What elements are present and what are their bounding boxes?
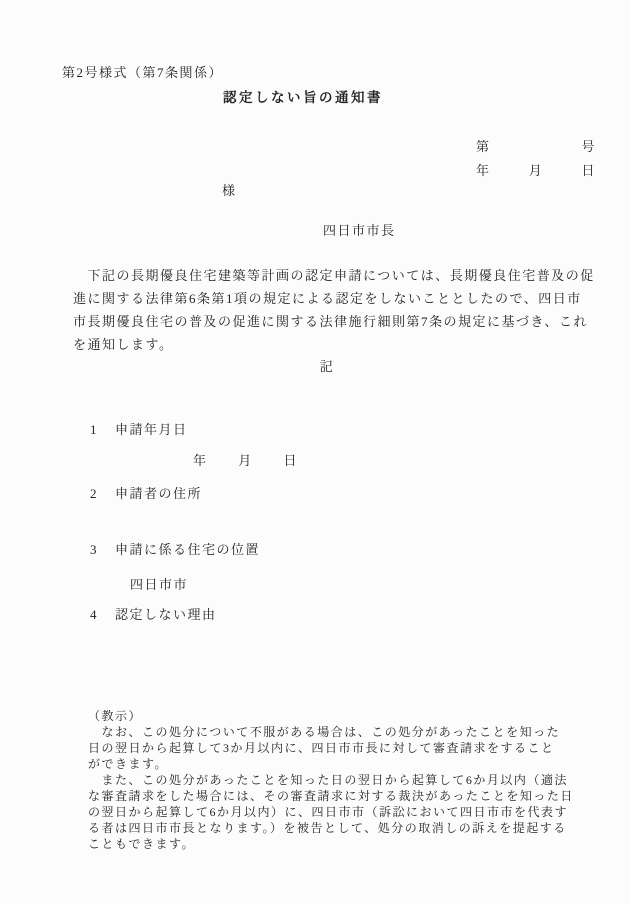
item-label: 申請年月日 (115, 422, 188, 437)
body-paragraph (73, 264, 603, 356)
application-date-day-label: 日 (283, 453, 298, 468)
issue-date-year-label: 年 (476, 163, 491, 178)
appeal-notice-label: （教示） (88, 709, 143, 723)
sender-name: 四日市市長 (323, 223, 396, 238)
appeal-notice-block (88, 708, 588, 852)
appeal-notice-line: ができます。 (88, 757, 169, 771)
issue-date-day-label: 日 (581, 163, 596, 178)
document-number-line (476, 136, 596, 155)
list-item-applicant-address (90, 487, 202, 501)
document-number-suffix: 号 (581, 139, 596, 154)
appeal-notice-line: る者は四日市市長となります。）を被告として、処分の取消しの訴えを提起する (88, 821, 567, 835)
addressee-suffix: 様 (222, 183, 237, 198)
appeal-notice-line: な審査請求をした場合には、その審査請求に対する裁決があったことを知った日 (88, 789, 574, 803)
application-date-fields (193, 454, 298, 468)
body-line: 下記の長期優良住宅建築等計画の認定申請については、長期優良住宅普及の促 (73, 268, 595, 283)
item-number: 1 (90, 422, 98, 437)
list-item-house-location (90, 543, 260, 557)
application-date-month-label: 月 (238, 453, 253, 468)
appeal-notice-line: の翌日から起算して6か月以内）に、四日市市（訴訟において四日市市を代表す (88, 805, 569, 819)
item-number: 4 (90, 607, 98, 622)
list-item-denial-reason (90, 608, 217, 622)
document-title: 認定しない旨の通知書 (223, 90, 383, 105)
issue-date-line (476, 160, 596, 179)
body-line: 進に関する法律第6条第1項の規定による認定をしないこととしたので、四日市 (73, 291, 582, 306)
item-label: 申請者の住所 (115, 486, 203, 501)
item-label: 認定しない理由 (115, 607, 217, 622)
body-line: 市長期優良住宅の普及の促進に関する法律施行細則第7条の規定に基づき、これ (73, 314, 588, 329)
item-number: 2 (90, 486, 98, 501)
item-number: 3 (90, 542, 98, 557)
form-number: 第2号様式（第7条関係） (62, 65, 224, 80)
list-item-application-date (90, 423, 188, 437)
body-line: を通知します。 (73, 337, 174, 352)
issue-date-month-label: 月 (528, 163, 544, 178)
appeal-notice-line: なお、この処分について不服がある場合は、この処分があったことを知った (88, 725, 561, 739)
house-location-value: 四日市市 (130, 577, 189, 592)
record-marker: 記 (319, 359, 335, 374)
item-label: 申請に係る住宅の位置 (115, 542, 261, 557)
appeal-notice-line: こともできます。 (88, 837, 196, 851)
appeal-notice-line: また、この処分があったことを知った日の翌日から起算して6か月以内（適法 (88, 773, 568, 787)
application-date-year-label: 年 (193, 453, 208, 468)
document-number-prefix: 第 (476, 139, 491, 154)
appeal-notice-line: 日の翌日から起算して3か月以内に、四日市市長に対して審査請求をすること (88, 741, 555, 755)
